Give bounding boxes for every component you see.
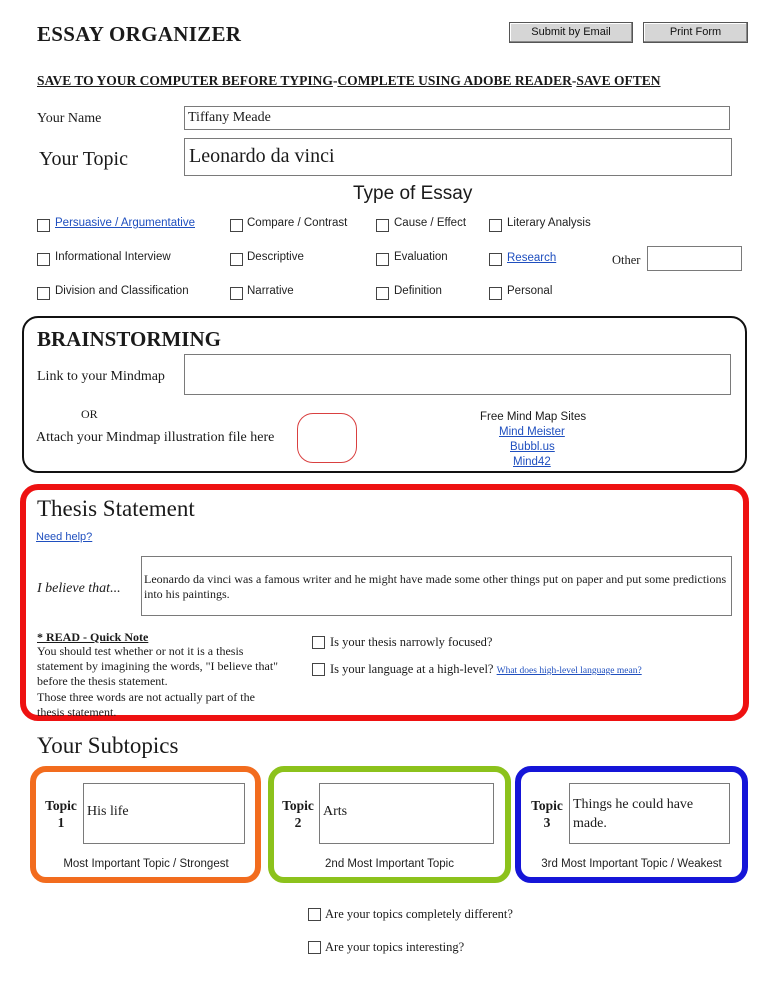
mindmap-link-label: Link to your Mindmap	[37, 369, 165, 384]
option-informational-interview: Informational Interview	[55, 251, 171, 263]
checkbox-thesis-focused[interactable]	[312, 636, 325, 649]
checkbox-compare-contrast[interactable]	[230, 219, 243, 232]
option-definition: Definition	[394, 285, 442, 297]
subtopic-1-number: 1	[57, 815, 65, 830]
option-literary-analysis: Literary Analysis	[507, 217, 591, 229]
print-form-button[interactable]: Print Form	[643, 22, 748, 43]
thesis-focused-label: Is your thesis narrowly focused?	[330, 635, 493, 649]
your-name-label: Your Name	[37, 111, 102, 126]
subtopic-3-label	[526, 797, 568, 831]
option-personal: Personal	[507, 285, 553, 297]
your-name-field[interactable]: Tiffany Meade	[184, 106, 730, 130]
brainstorming-heading: BRAINSTORMING	[37, 327, 221, 351]
save-instructions	[37, 73, 661, 89]
quick-note-line-4: Those three words are not actually part of the	[37, 690, 255, 704]
instruction-save: SAVE TO YOUR COMPUTER BEFORE TYPING	[37, 73, 333, 88]
subtopic-2-label	[277, 797, 319, 831]
checkbox-literary-analysis[interactable]	[489, 219, 502, 232]
your-topic-field[interactable]: Leonardo da vinci	[184, 138, 732, 176]
quick-note-line-1: You should test whether or not it is a thesis	[37, 644, 244, 658]
option-division-classification: Division and Classification	[55, 285, 189, 297]
option-descriptive: Descriptive	[247, 251, 304, 263]
checkbox-topics-interesting[interactable]	[308, 941, 321, 954]
subtopic-1-label	[40, 797, 82, 831]
option-cause-effect: Cause / Effect	[394, 217, 467, 229]
option-compare-contrast: Compare / Contrast	[247, 217, 348, 229]
subtopic-3-caption: 3rd Most Important Topic / Weakest	[541, 858, 722, 870]
thesis-statement-field[interactable]: Leonardo da vinci was a famous writer and he might have made some other things put on paper and put some predictions into his paintings.	[141, 556, 732, 616]
attach-file-button[interactable]	[297, 413, 357, 463]
checkbox-language-level[interactable]	[312, 663, 325, 676]
other-label: Other	[612, 253, 641, 267]
checkbox-personal[interactable]	[489, 287, 502, 300]
form-title: ESSAY ORGANIZER	[37, 22, 242, 46]
type-of-essay-heading: Type of Essay	[353, 183, 473, 204]
option-evaluation: Evaluation	[394, 251, 448, 263]
subtopic-3-number: 3	[543, 815, 551, 830]
checkbox-topics-different[interactable]	[308, 908, 321, 921]
quick-note-heading: * READ - Quick Note	[37, 630, 149, 644]
checkbox-definition[interactable]	[376, 287, 389, 300]
your-topic-label: Your Topic	[39, 148, 128, 170]
subtopic-1-caption: Most Important Topic / Strongest	[63, 858, 229, 870]
checkbox-cause-effect[interactable]	[376, 219, 389, 232]
need-help-link[interactable]: Need help?	[36, 531, 93, 543]
subtopic-2-field[interactable]: Arts	[319, 783, 494, 844]
subtopic-3-field[interactable]: Things he could have made.	[569, 783, 730, 844]
checkbox-division-classification[interactable]	[37, 287, 50, 300]
subtopic-2-topic-word: Topic	[282, 798, 314, 813]
quick-note-line-2: statement by imagining the words, "I believe that"	[37, 659, 279, 673]
mind-map-sites-heading: Free Mind Map Sites	[480, 411, 587, 423]
subtopic-2-number: 2	[294, 815, 302, 830]
instruction-complete: COMPLETE USING ADOBE READER	[337, 73, 572, 88]
option-research-link[interactable]: Research	[507, 252, 557, 264]
subtopic-3-topic-word: Topic	[531, 798, 563, 813]
thesis-heading: Thesis Statement	[37, 496, 195, 521]
mindmap-link-field[interactable]	[184, 354, 731, 395]
checkbox-descriptive[interactable]	[230, 253, 243, 266]
bubbl-us-link[interactable]: Bubbl.us	[510, 441, 555, 453]
option-persuasive-link[interactable]: Persuasive / Argumentative	[55, 217, 195, 229]
subtopic-1-topic-word: Topic	[45, 798, 77, 813]
topics-interesting-label: Are your topics interesting?	[325, 940, 465, 954]
checkbox-research[interactable]	[489, 253, 502, 266]
topics-different-label: Are your topics completely different?	[325, 907, 513, 921]
checkbox-persuasive[interactable]	[37, 219, 50, 232]
quick-note-line-3: before the thesis statement.	[37, 674, 168, 688]
checkbox-informational-interview[interactable]	[37, 253, 50, 266]
subtopics-heading: Your Subtopics	[37, 733, 179, 758]
mind42-link[interactable]: Mind42	[513, 456, 551, 468]
instruction-sep-2: -	[571, 73, 577, 88]
other-field[interactable]	[647, 246, 742, 271]
submit-by-email-button[interactable]: Submit by Email	[509, 22, 633, 43]
i-believe-that-label: I believe that...	[37, 581, 121, 596]
subtopic-2-caption: 2nd Most Important Topic	[325, 858, 454, 870]
option-narrative: Narrative	[247, 285, 294, 297]
checkbox-narrative[interactable]	[230, 287, 243, 300]
language-level-label	[330, 662, 642, 677]
high-level-language-link[interactable]: What does high-level language mean?	[496, 666, 642, 676]
instruction-save-often: SAVE OFTEN	[576, 73, 661, 88]
attach-mindmap-label: Attach your Mindmap illustration file here	[36, 430, 275, 445]
mind-meister-link[interactable]: Mind Meister	[499, 426, 565, 438]
language-level-text: Is your language at a high-level?	[330, 662, 494, 676]
or-label: OR	[81, 407, 98, 421]
checkbox-evaluation[interactable]	[376, 253, 389, 266]
subtopic-1-field[interactable]: His life	[83, 783, 245, 844]
quick-note-line-5: thesis statement.	[37, 705, 117, 719]
instruction-sep-1: -	[332, 73, 338, 88]
